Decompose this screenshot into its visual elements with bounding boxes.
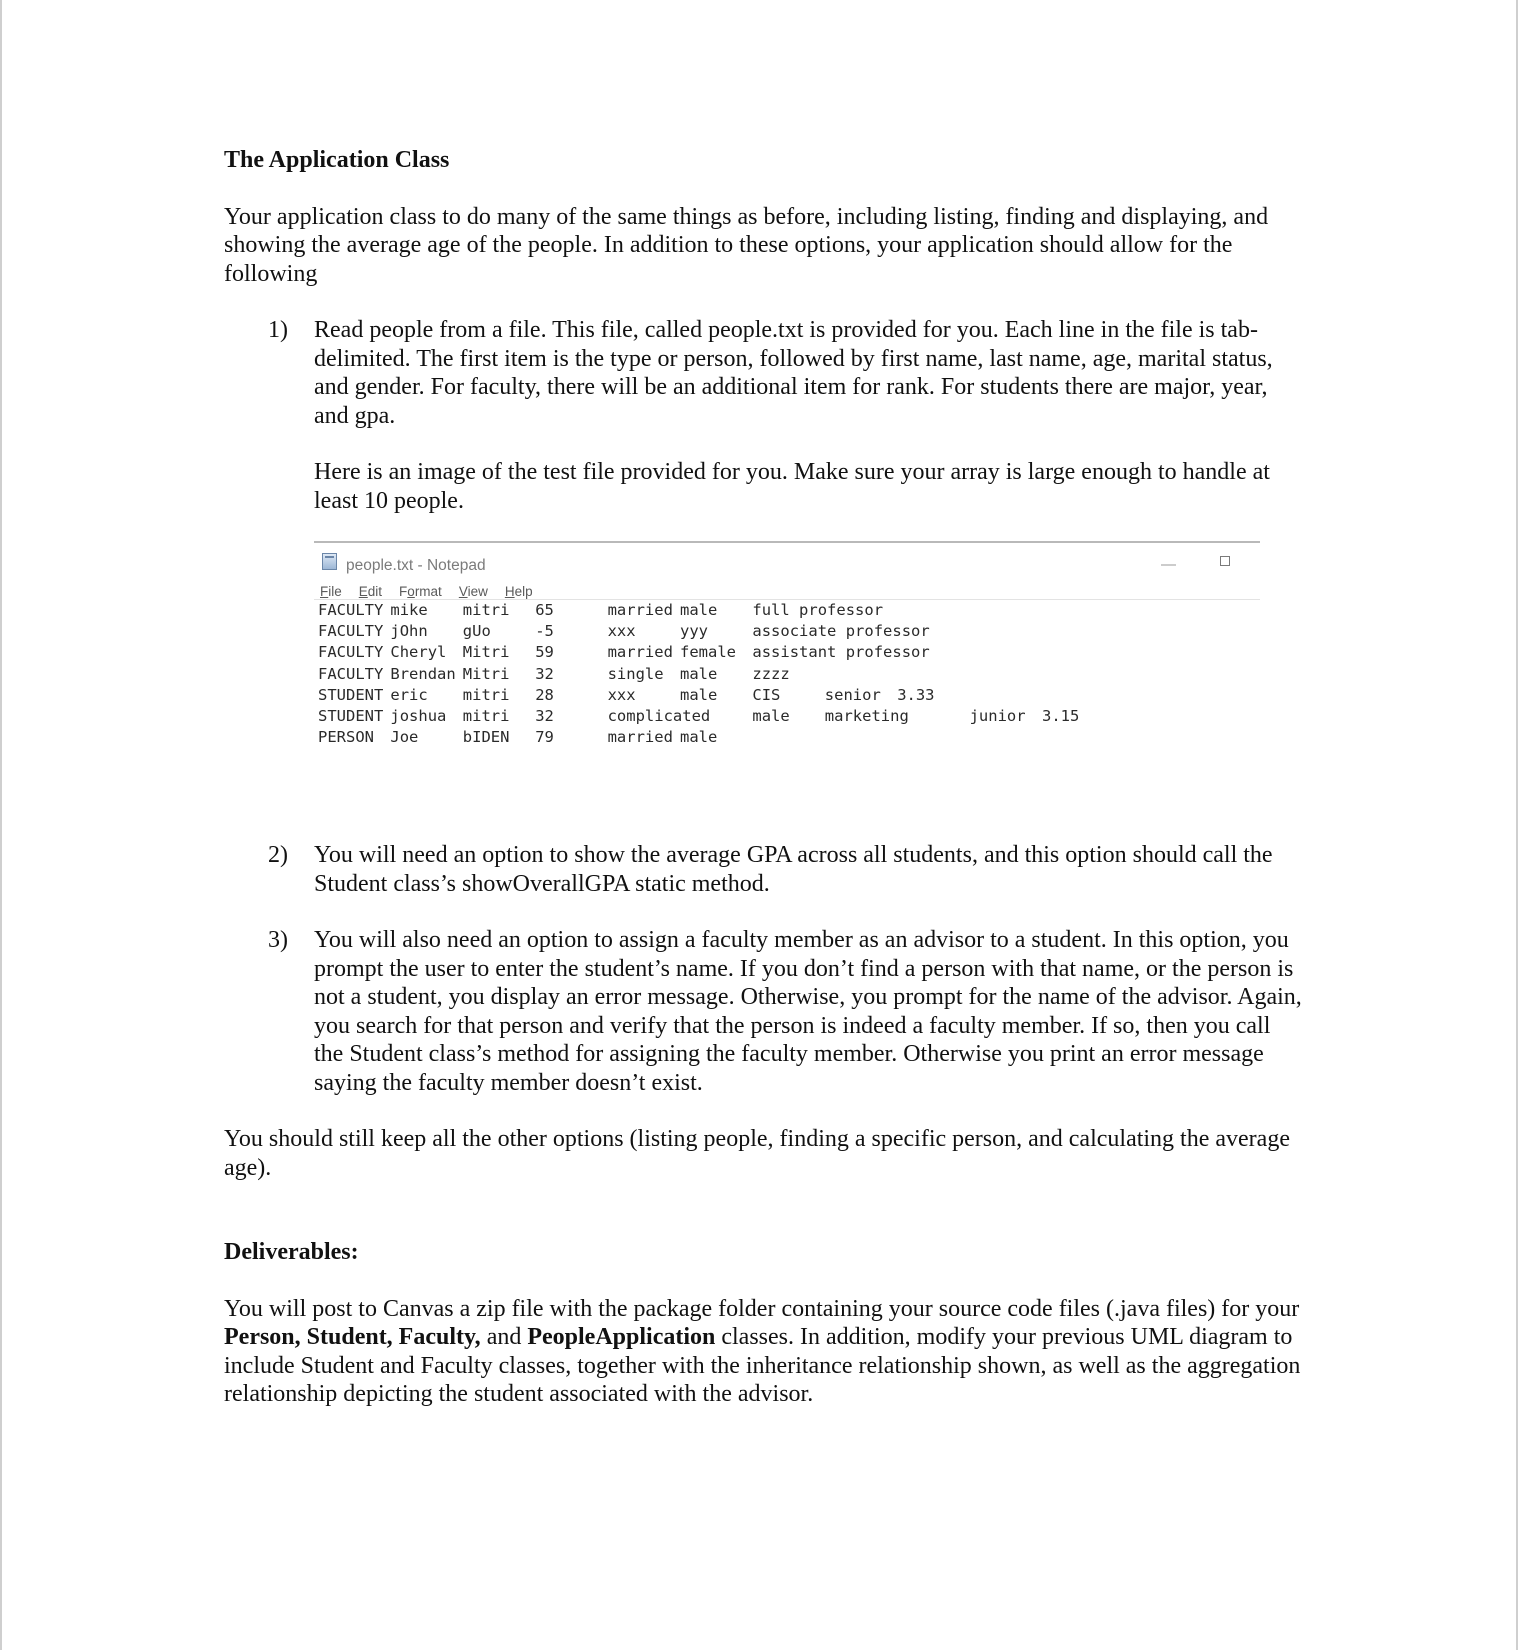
- notepad-field: 65: [535, 601, 554, 619]
- notepad-field: xxx: [607, 622, 636, 641]
- menu-file[interactable]: File: [320, 584, 342, 599]
- notepad-field: 28: [535, 685, 554, 704]
- notepad-field: male: [752, 706, 790, 725]
- list-number: 3): [268, 927, 288, 953]
- notepad-field: female: [680, 643, 736, 662]
- page-edge-left: [0, 0, 2, 1650]
- notepad-field: yyy: [680, 622, 708, 641]
- notepad-field: bIDEN: [462, 728, 510, 747]
- list-item-1: [224, 316, 1304, 515]
- notepad-field: male: [680, 728, 718, 747]
- notepad-field: CIS: [752, 685, 781, 704]
- notepad-field: assistant professor: [752, 643, 930, 662]
- notepad-field: gUo: [462, 622, 491, 641]
- minimize-icon[interactable]: —: [1161, 556, 1176, 573]
- notepad-field: Brendan: [390, 664, 456, 683]
- notepad-field: joshua: [390, 706, 447, 725]
- notepad-field: eric: [390, 685, 428, 704]
- deliverables-heading: Deliverables:: [224, 1239, 359, 1265]
- list-item-3: [224, 926, 1304, 1097]
- notepad-field: complicated: [607, 706, 711, 725]
- notepad-field: zzzz: [752, 664, 790, 683]
- notepad-field: married: [607, 601, 673, 619]
- notepad-titlebar: [314, 543, 1260, 577]
- notepad-field: FACULTY: [318, 601, 384, 619]
- notepad-field: male: [680, 601, 718, 619]
- notepad-field: PERSON: [318, 728, 374, 747]
- notepad-field: male: [680, 685, 718, 704]
- notepad-field: 3.15: [1042, 706, 1080, 725]
- menu-help[interactable]: Help: [504, 584, 533, 599]
- closing-paragraph: You should still keep all the other options (listing people, finding a specific person, and calculating the average age).: [224, 1126, 1290, 1181]
- notepad-field: senior: [824, 685, 881, 704]
- list-item-text: Read people from a file. This file, called people.txt is provided for you. Each line in the file is tab-delimited. The first item is the type or person, followed by first name, last name, age, marital status, and gender. For faculty, there will be an additional item for rank. For students there are major, year, and gpa.: [314, 317, 1273, 429]
- list-item-text: You will need an option to show the average GPA across all students, and this option should call the Student class’s showOverallGPA static method.: [314, 842, 1273, 897]
- notepad-field: Mitri: [462, 643, 510, 662]
- document-body: [224, 146, 1304, 1409]
- notepad-field: -5: [535, 622, 554, 641]
- notepad-field: STUDENT: [318, 685, 384, 704]
- list-item-2: [224, 841, 1304, 898]
- bold-class-names: Person, Student, Faculty,: [224, 1324, 481, 1350]
- notepad-field: 79: [535, 728, 554, 747]
- notepad-field: mitri: [462, 601, 510, 619]
- bold-app-class: PeopleApplication: [527, 1324, 716, 1350]
- deliverables-paragraph: You will post to Canvas a zip file with the package folder containing your source code files (.java files) for your Person, Student, Faculty, and PeopleApplication classes. In addition, modify your previous UML diagram to include Student and Faculty classes, together with the inheritance relationship shown, as well as the aggregation relationship depicting the student associated with the advisor.: [224, 1295, 1301, 1407]
- notepad-field: male: [680, 664, 718, 683]
- notepad-screenshot: [314, 541, 1260, 771]
- notepad-field: married: [607, 643, 673, 662]
- notepad-field: 3.33: [897, 685, 935, 704]
- notepad-field: Cheryl: [390, 643, 447, 662]
- intro-paragraph: Your application class to do many of the same things as before, including listing, finding and displaying, and showing the average age of the people. In addition to these options, your application should allow for the following: [224, 203, 1269, 287]
- notepad-app-icon: [322, 553, 337, 570]
- notepad-window-title: people.txt - Notepad: [346, 557, 486, 574]
- notepad-field: mitri: [462, 706, 510, 725]
- notepad-field: FACULTY: [318, 643, 384, 662]
- notepad-field: mike: [390, 601, 428, 619]
- notepad-field: full professor: [752, 601, 884, 619]
- notepad-field: marketing: [824, 706, 909, 725]
- notepad-field: jOhn: [390, 622, 428, 641]
- notepad-field: married: [607, 728, 673, 747]
- notepad-field: 32: [535, 706, 554, 725]
- notepad-field: Joe: [390, 728, 419, 747]
- notepad-field: FACULTY: [318, 622, 384, 641]
- notepad-field: 59: [535, 643, 554, 662]
- notepad-field: junior: [969, 706, 1026, 725]
- notepad-field: Mitri: [462, 664, 510, 683]
- menu-edit[interactable]: Edit: [358, 584, 383, 599]
- maximize-icon[interactable]: [1220, 556, 1230, 566]
- notepad-field: 32: [535, 664, 554, 683]
- list-item-followup: Here is an image of the test file provided for you. Make sure your array is large enough to handle at least 10 people.: [314, 459, 1270, 514]
- menu-view[interactable]: View: [458, 584, 488, 599]
- notepad-field: xxx: [607, 685, 636, 704]
- notepad-field: single: [607, 664, 664, 683]
- list-number: 2): [268, 842, 288, 868]
- notepad-field: associate professor: [752, 622, 930, 641]
- menu-format[interactable]: Format: [399, 584, 442, 599]
- section-heading: The Application Class: [224, 147, 450, 173]
- notepad-field: STUDENT: [318, 706, 384, 725]
- notepad-field: mitri: [462, 685, 510, 704]
- notepad-field: FACULTY: [318, 664, 384, 683]
- list-item-text: You will also need an option to assign a faculty member as an advisor to a student. In this option, you prompt the user to enter the student’s name. If you don’t find a person with that name, or the person is not a student, you display an error message. Otherwise, you prompt for the name of the advisor. Again, you search for that person and verify that the person is indeed a faculty member. If so, then you call the Student class’s method for assigning the faculty member. Otherwise you print an error message saying the faculty member doesn’t exist.: [314, 927, 1302, 1096]
- list-number: 1): [268, 317, 288, 343]
